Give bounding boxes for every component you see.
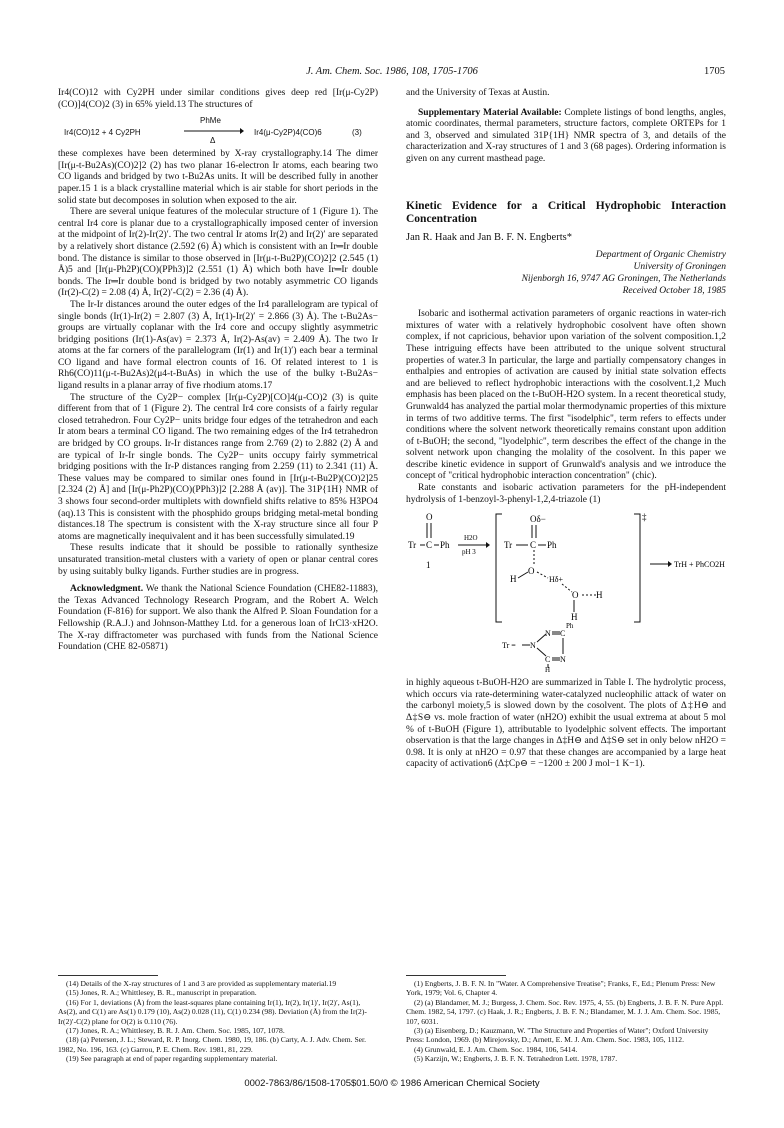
affil-line: University of Groningen	[633, 262, 726, 273]
ack-text: We thank the National Science Foundation (CHE82-11883), the Texas Advanced Technology Research Program, and the Robert A. Welch Foundation (F-816) for support. We also thank the Alfred P. Sloan Foundation for a Fellowship (R.A.J.) and Johnson-Matthey Ltd. for a generous loan of IrCl3·xH2O. The X-ray diffractometer was purchased with funds from the National Science Foundation (CHE 82-05871)	[58, 584, 378, 653]
footnote: (14) Details of the X-ray structures of 1 and 3 are provided as supplementary material.19	[66, 979, 337, 988]
svg-text:Ph: Ph	[547, 540, 557, 551]
paragraph: Ir4(CO)12 with Cy2PH under similar conditions gives deep red [Ir(μ-Cy2P)(CO)]4(CO)2 (3) in 65% yield.13 The structures of	[58, 88, 378, 110]
footnote-rule	[406, 975, 506, 976]
supp-text: Complete listings of bond lengths, angles, atomic coordinates, thermal parameters, structure factors, complete ORTEPs for 1 and 3, observed and simulated 31P{1H} NMR spectra of 3, and details of the characterization and X-ray structures of 1 and 3 (68 pages). Ordering information is given on any current masthead page.	[406, 107, 727, 164]
footnote: (18) (a) Petersen, J. L.; Steward, R. P. Inorg. Chem. 1980, 19, 186. (b) Carty, A. J. Adv. Chem. Ser. 1982, No. 196, 163. (c) Garrou, P. E. Chem. Rev. 1981, 81, 229.	[58, 1035, 367, 1054]
left-footnotes	[58, 975, 378, 1064]
partial-positive-h: Hδ+	[549, 575, 564, 585]
eq-solvent: PhMe	[200, 116, 221, 126]
svg-text:H: H	[510, 574, 517, 585]
transition-state-mark: ‡	[642, 512, 647, 523]
compound-number: 1	[426, 560, 431, 571]
footnote: (5) Karzijn, W.; Engberts, J. B. F. N. Tetrahedron Lett. 1978, 1787.	[414, 1054, 618, 1064]
svg-text:H: H	[596, 590, 603, 601]
left-column	[58, 88, 378, 654]
paragraph: in highly aqueous t-BuOH-H2O are summarized in Table I. The hydrolytic process, which occurs via rate-determining water-catalyzed nucleophilic attack of water on the carbonyl moiety,5 is slowed down by the cosolvent. The plots of Δ‡H⊖ and Δ‡S⊖ vs. mole fraction of water (nH2O) exhibit the usual extrema at about 5 mol % of t-BuOH (Figure 1), attributable to lyodelphic solvent effects. The important observation is that the large changes in Δ‡H⊖ and Δ‡S⊖ set in only below nH2O = 0.98. It is only at nH2O = 0.97 that these changes are accompanied by a large heat capacity of activation6 (Δ‡Cp⊖ = −1200 ± 200 J mol−1 K−1).	[406, 678, 726, 770]
svg-text:Ph: Ph	[566, 622, 574, 631]
svg-text:N: N	[545, 629, 551, 639]
received-date: Received October 18, 1985	[622, 286, 726, 297]
footnote-rule	[58, 975, 158, 976]
affil-line: Department of Organic Chemistry	[595, 250, 726, 261]
reagent-water: H2O	[464, 534, 478, 543]
eq-product: Ir4(μ-Cy2P)4(CO)6	[254, 128, 322, 138]
partial-negative-oxygen: Oδ−	[530, 514, 546, 525]
tr-label: Tr	[408, 540, 417, 551]
svg-text:H: H	[545, 666, 551, 673]
svg-text:C: C	[530, 540, 537, 551]
article-title: Kinetic Evidence for a Critical Hydrophobic Interaction Concentration	[406, 199, 726, 225]
svg-text:O: O	[528, 566, 535, 577]
tr-definition: Tr =	[502, 641, 516, 651]
carbonyl-oxygen: O	[426, 512, 433, 523]
reaction-equation	[58, 113, 378, 147]
paragraph: and the University of Texas at Austin.	[406, 88, 550, 98]
ack-heading: Acknowledgment.	[70, 584, 144, 595]
paragraph: There are several unique features of the molecular structure of 1 (Figure 1). The central Ir4 core is planar due to a crystallographically imposed center of inversion at the midpoint of Ir(2)-Ir(2)′. The two central Ir atoms Ir(2) and Ir(2)′ are separated by a relatively short distance (2.592 (6) Å) which is consistent with an Ir═Ir double bond. The distance is similar to those observed in [Ir(μ-t-Bu2P)(CO)2]2 (2.545 (1) Å)5 and [Ir(μ-Ph2P)(CO)(PPh3)]2 (2.551 (1) Å) which both have Ir═Ir double bonds. The Ir═Ir double bond is bridged by two notably asymmetric CO ligands (Ir(2)-C(2) = 2.08 (4) Å, Ir(2)′-C(2) = 2.36 (4) Å).	[58, 207, 378, 299]
svg-text:N: N	[560, 655, 566, 665]
paragraph: The structure of the Cy2P− complex [Ir(μ-Cy2P)[CO]4(μ-CO)2 (3) is quite different from that of 1 (Figure 2). The central Ir4 core consists of a fairly regular closed tetrahedron. Four Cy2P− units bridge four edges of the tetrahedron and each Ir atom bears a terminal CO ligand. The two remaining edges of the Ir4 tetrahedron are bridged by CO groups. Ir-Ir distances range from 2.769 (2) to 2.882 (2) Å and are typical of Ir-Ir single bonds. The Cy2P− units occupy fairly symmetrical bridging positions with the Ir-P distances ranging from 2.259 (11) to 2.341 (11) Å. These values may be compared to similar ones found in [Ir(μ-t-Bu2P)(CO)2]25 [2.324 (2) Å] and [Ir(μ-Ph2P)(CO)(PPh3)]2 [2.288 Å (av)]. The 31P{1H} NMR of 3 shows four second-order multiplets with downfield shifts relative to 85% H3PO4 (aq).13 This is consistent with the phosphido groups bridging metal-metal bonding distances.18 The spectrum is consistent with the X-ray structure since all four P atoms are magnetically inequivalent and it has been successfully simulated.19	[58, 392, 378, 542]
running-header	[0, 66, 784, 82]
svg-text:C: C	[545, 655, 551, 665]
page-number: 1705	[704, 66, 725, 77]
footnote: (15) Jones, R. A.; Whittlesey, B. R., manuscript in preparation.	[66, 988, 257, 998]
eq-heat: Δ	[210, 136, 216, 146]
ph-label: Ph	[440, 540, 450, 551]
reagent-ph: pH 3	[462, 548, 476, 557]
right-column	[406, 88, 726, 771]
footnote: (3) (a) Eisenberg, D.; Kauzmann, W. "The Structure and Properties of Water"; Oxford University Press: London, 1969. (b) Mirejovsky, D.; Arnett, E. M. J. Am. Chem. Soc. 1983, 105, 1112.	[406, 1026, 709, 1045]
water-h: H	[571, 612, 578, 623]
copyright-footer: 0002-7863/86/1508-1705$01.50/0 © 1986 American Chemical Society	[244, 1078, 540, 1089]
svg-text:C: C	[426, 540, 433, 551]
affil-line: Nijenborgh 16, 9747 AG Groningen, The Netherlands	[521, 274, 726, 285]
footnote: (16) For 1, deviations (Å) from the least-squares plane containing Ir(1), Ir(2), Ir(1)′, Ir(2)′, As(1), As(2), and C(1) are As(1) 0.179 (10), As(2) 0.028 (11), C(1) 0.234 (98). Deviation (Å) from the Ir(2)-Ir(2)′-C(2) plane for O(2) is 0.110 (76).	[58, 997, 367, 1026]
journal-citation: J. Am. Chem. Soc. 1986, 108, 1705-1706	[306, 66, 478, 77]
eq-reactants: Ir4(CO)12 + 4 Cy2PH	[64, 128, 141, 138]
eq-number: (3)	[352, 128, 362, 138]
paragraph: Rate constants and isobaric activation parameters for the pH-independent hydrolysis of 1-benzoyl-3-phenyl-1,2,4-triazole (1)	[406, 483, 726, 505]
footnote: (1) Engberts, J. B. F. N. In "Water. A Comprehensive Treatise"; Franks, F., Ed.; Plenum Press: New York, 1979; Vol. 6, Chapter 4.	[406, 979, 716, 998]
supplementary-material	[406, 108, 726, 166]
paragraph: these complexes have been determined by X-ray crystallography.14 The dimer [Ir(μ-t-Bu2As)(CO)2]2 (2) has two planar 16-electron Ir atoms, each bearing two CO ligands and bridged by two t-Bu2As units. It will be described fully in another paper.15 1 is a black crystalline material which is air stable for short periods in the solid state but decomposes in solution when exposed to the air.	[58, 149, 378, 206]
footnote: (2) (a) Blandamer, M. J.; Burgess, J. Chem. Soc. Rev. 1975, 4, 55. (b) Engberts, J. B. F. N. Pure Appl. Chem. 1982, 54, 1797. (c) Haak, J. R.; Engberts, J. B. F. N.; Blandamer, M. J. J. Am. Chem. Soc. 1985, 107, 6031.	[406, 997, 724, 1026]
paragraph: Isobaric and isothermal activation parameters of organic reactions in water-rich mixtures of water with a relatively hydrophobic cosolvent have often shown complex, if not capricious, behavior upon variation of the solvent composition.1,2 These intriguing effects have been attributed to the unique solvent structural properties of water.3 In particular, the large and partially compensatory changes in enthalpies and entropies of activation are caused by initial state solvation effects and are believed to reflect hydrophobic interactions with the cosolvent.1,2 Much emphasis has been placed on the t-BuOH-H2O system. In a recent theoretical study, Grunwald4 has analyzed the partial molar thermodynamic properties of this mixture in terms of two additive terms. The first "isodelphic", term refers to effects under conditions where the solvent network theoretically remains constant upon addition of t-BuOH; the second, "lyodelphic", term describes the effect of the change in the solvent network upon changing the molality of the cosolvent. In this paper we describe kinetic evidence in support of Grunwald's analysis and we introduce the concept of "critical hydrophobic interaction concentration" (chic).	[406, 309, 726, 482]
svg-text:O: O	[572, 590, 579, 601]
svg-text:Tr: Tr	[504, 540, 513, 551]
authors: Jan R. Haak and Jan B. F. N. Engberts*	[406, 231, 572, 243]
footnote: (17) Jones, R. A.; Whittlesey, B. R. J. Am. Chem. Soc. 1985, 107, 1078.	[66, 1026, 285, 1036]
ring-n: N	[530, 641, 536, 651]
footnote: (19) See paragraph at end of paper regarding supplementary material.	[66, 1054, 278, 1064]
right-footnotes	[406, 975, 726, 1064]
products: TrH + PhCO2H	[674, 560, 725, 570]
acknowledgment	[58, 584, 378, 654]
affiliation	[406, 249, 726, 297]
paragraph: The Ir-Ir distances around the outer edges of the Ir4 parallelogram are typical of single bonds (Ir(1)-Ir(2) = 2.807 (3) Å, Ir(1)-Ir(2)′ = 2.866 (3) Å). The t-Bu2As− groups are virtually coplanar with the Ir4 core and occupy slightly asymmetric bridging positions (Ir(1)-As(av) = 2.373 Å, Ir(2)-As(av) = 2.409 Å). The two Ir atoms at the far corners of the parallelogram (Ir(1) and Ir(1)′) each bear a terminal CO ligand and have formal electron counts of 16. Of related interest to 1 is Rh6(CO)11(μ-t-Bu2As)2(μ4-t-BuAs) in which the use of the bulky t-Bu2As− ligand results in a planar array of five rhodium atoms.17	[58, 299, 378, 392]
reaction-arrow	[184, 127, 244, 135]
supp-heading: Supplementary Material Available:	[418, 107, 562, 118]
paragraph: These results indicate that it should be possible to rationally synthesize unsaturated transition-metal clusters with a variety of open or planar central cores by using suitably bulky ligands. Further studies are in progress.	[58, 543, 378, 577]
ring-c: C	[560, 629, 566, 639]
scheme-drawing	[406, 512, 726, 672]
reaction-scheme	[406, 512, 726, 672]
footnote: (4) Grunwald, E. J. Am. Chem. Soc. 1984, 106, 5414.	[414, 1044, 578, 1054]
